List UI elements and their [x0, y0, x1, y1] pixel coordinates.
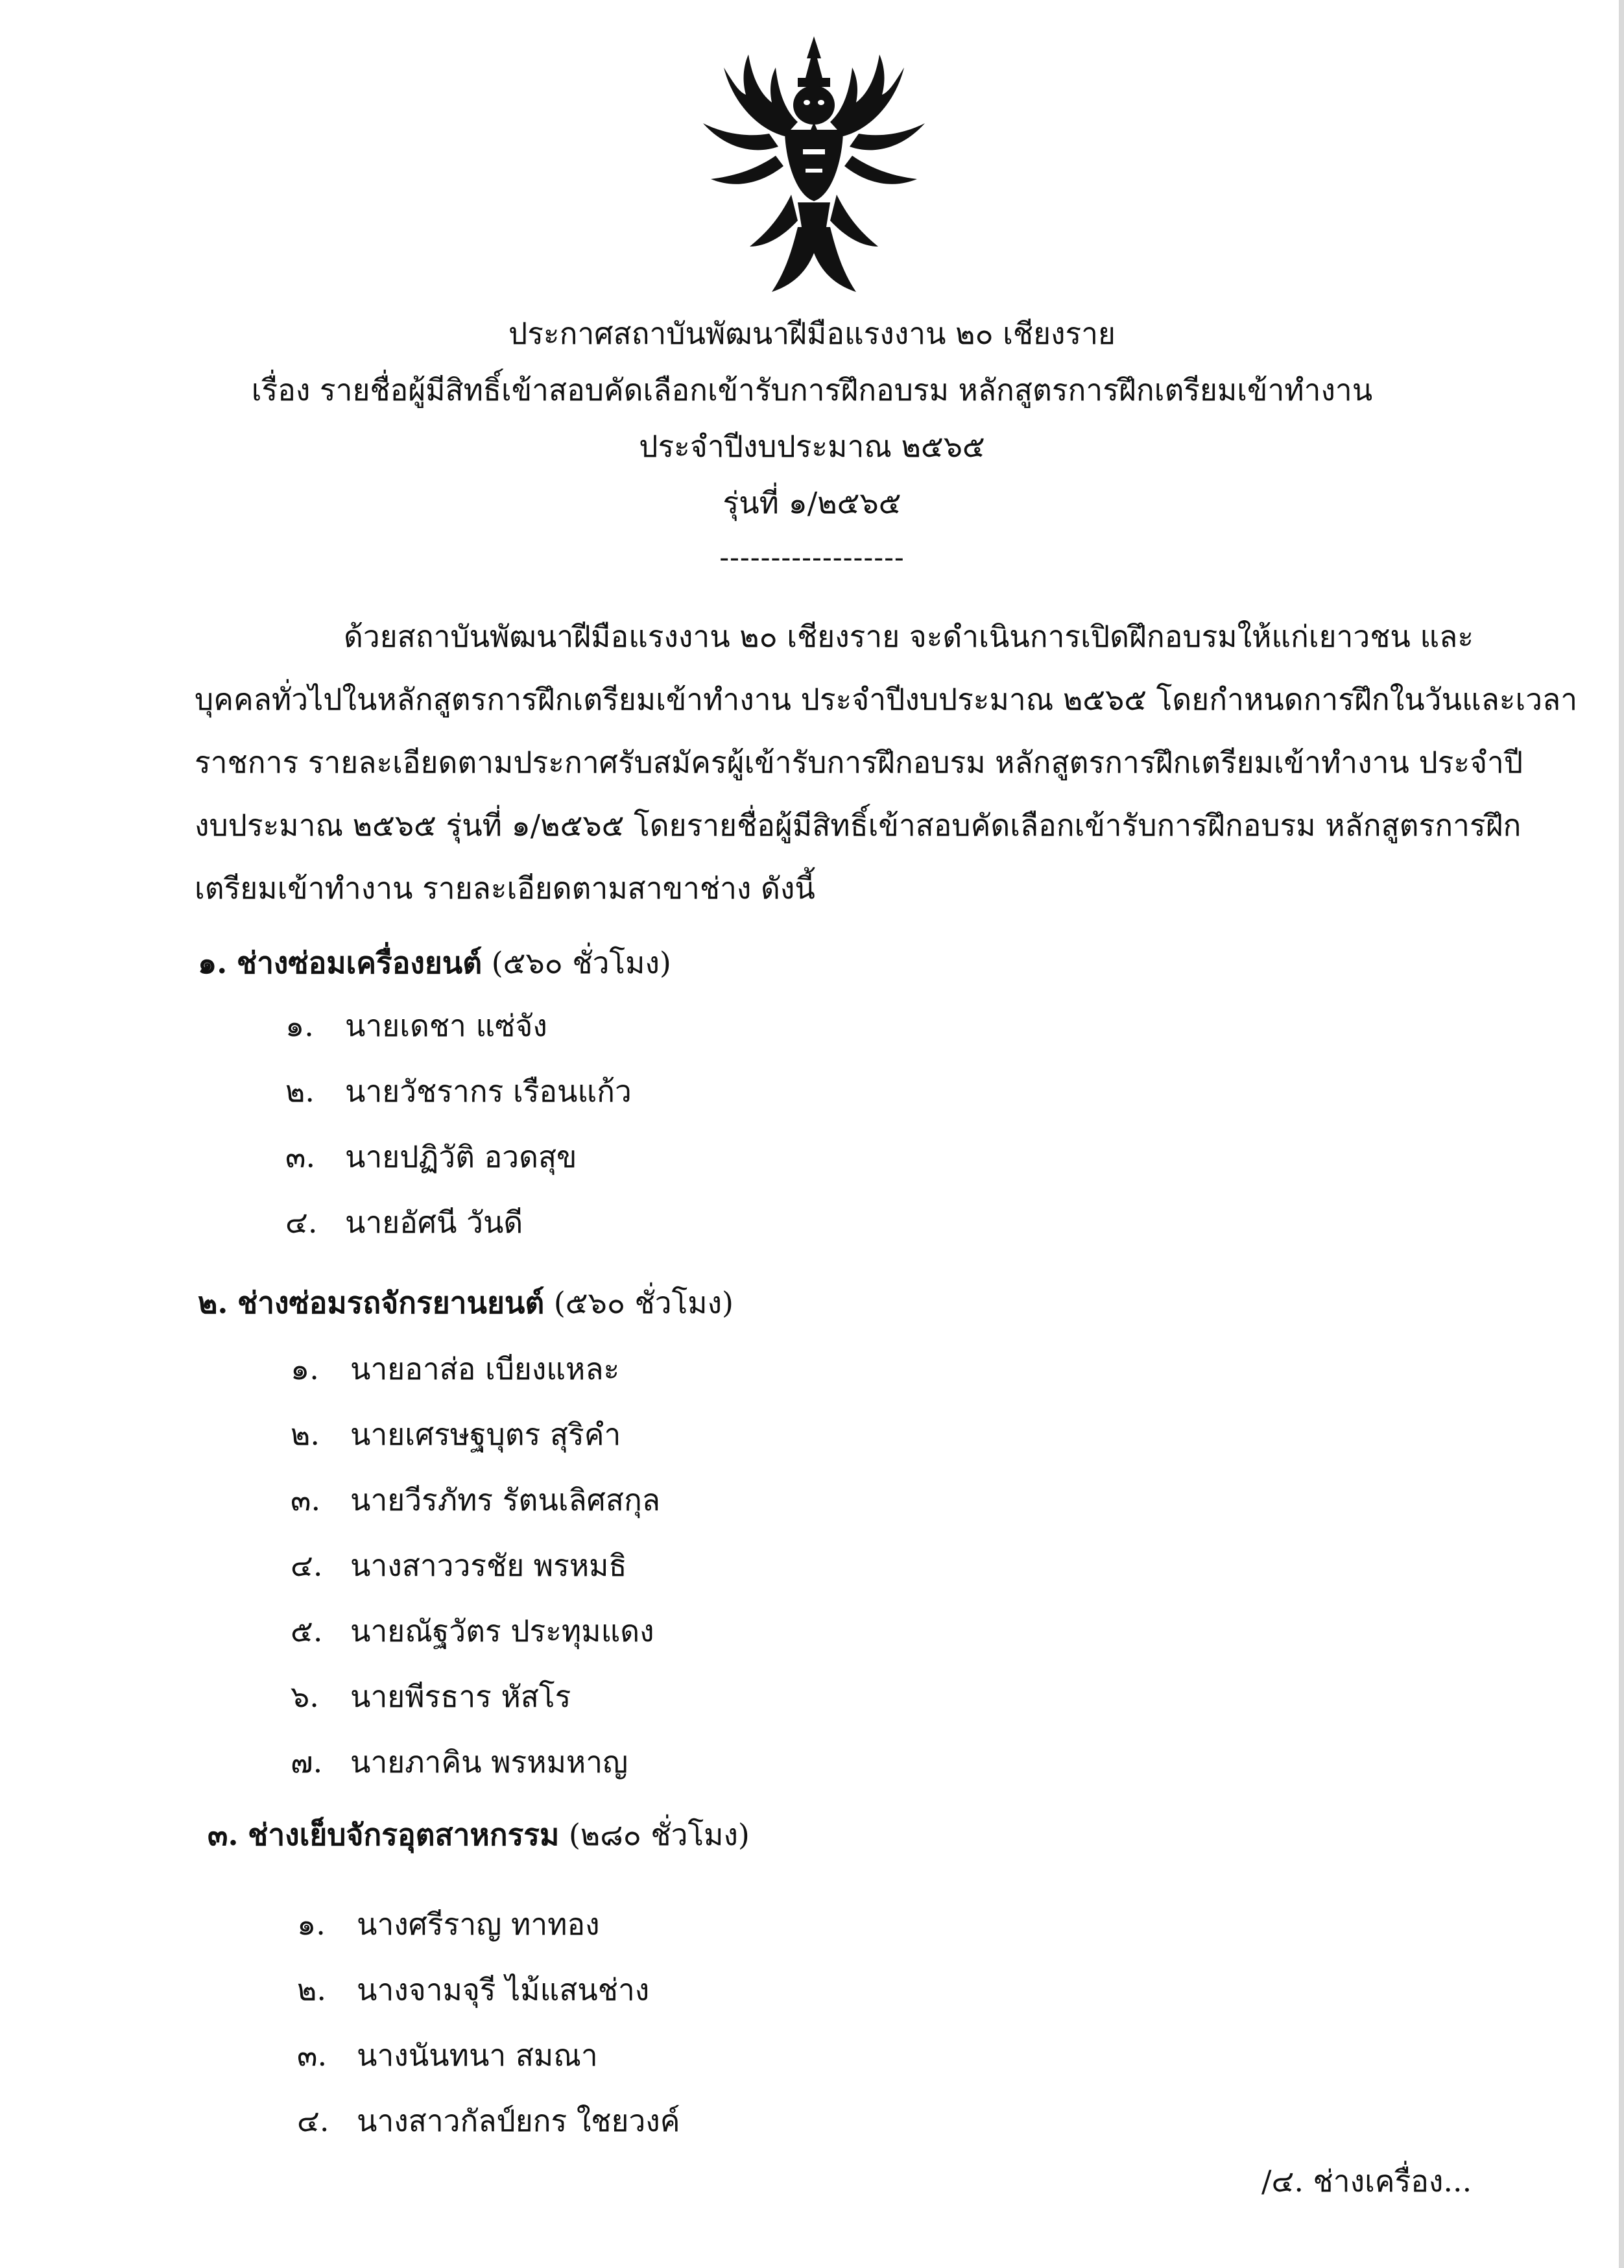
- person-name: นางศรีราญ ทาทอง: [357, 1907, 600, 1942]
- item-number: ๓.: [285, 1139, 316, 1174]
- person-name: นายพีรธาร หัสโร: [350, 1679, 571, 1714]
- page-continuation: /๔. ช่างเครื่อง...: [1261, 2164, 1472, 2199]
- list-item: [285, 1137, 577, 1176]
- paragraph-line: งบประมาณ ๒๕๖๕ รุ่นที่ ๑/๒๕๖๕ โดยรายชื่อผู้มีสิทธิ์เข้าสอบคัดเลือกเข้ารับการฝึกอบรม หลักสูตรการฝึก: [195, 808, 1522, 843]
- paragraph-line: ด้วยสถาบันพัฒนาฝีมือแรงงาน ๒๐ เชียงราย จะดำเนินการเปิดฝึกอบรมให้แก่เยาวชน และ: [344, 619, 1474, 654]
- announcement-title: ประกาศสถาบันพัฒนาฝีมือแรงงาน ๒๐ เชียงราย: [508, 316, 1116, 351]
- item-number: ๔.: [297, 2103, 329, 2138]
- paragraph-line: เตรียมเข้าทำงาน รายละเอียดตามสาขาช่าง ดังนี้: [195, 871, 815, 906]
- list-item: [291, 1611, 654, 1650]
- person-name: นายอาส่อ เบียงแหละ: [350, 1351, 620, 1386]
- item-number: ๕.: [291, 1613, 323, 1648]
- section-number: ๑.: [198, 945, 228, 980]
- section-title-industrial-sewing: [208, 1815, 750, 1854]
- person-name: นายวัชรากร เรือนแก้ว: [345, 1074, 632, 1109]
- batch-number: รุ่นที่ ๑/๒๕๖๕: [722, 485, 902, 520]
- person-name: นายณัฐวัตร ประทุมแดง: [350, 1613, 654, 1648]
- section-hours: (๒๘๐ ชั่วโมง): [568, 1817, 750, 1852]
- item-number: ๔.: [285, 1205, 318, 1240]
- section-number: ๓.: [208, 1817, 239, 1852]
- section-hours: (๕๖๐ ชั่วโมง): [553, 1285, 734, 1320]
- person-name: นางจามจุรี ไม้แสนช่าง: [357, 1972, 650, 2007]
- paragraph-line: บุคคลทั่วไปในหลักสูตรการฝึกเตรียมเข้าทำงาน ประจำปีงบประมาณ ๒๕๖๕ โดยกำหนดการฝึกในวันและเวลา: [195, 682, 1578, 717]
- list-item: [297, 1970, 649, 2009]
- list-item: [297, 2036, 598, 2075]
- list-item: [285, 1203, 523, 1242]
- item-number: ๔.: [291, 1548, 323, 1583]
- item-number: ๖.: [291, 1679, 319, 1714]
- person-name: นางนันทนา สมณา: [357, 2038, 598, 2073]
- item-number: ๗.: [291, 1744, 323, 1779]
- item-number: ๒.: [291, 1417, 320, 1452]
- title-divider: ------------------: [719, 541, 905, 574]
- section-name: ช่างซ่อมรถจักรยานยนต์: [237, 1285, 545, 1320]
- section-hours: (๕๖๐ ชั่วโมง): [491, 945, 671, 980]
- person-name: นายปฏิวัติ อวดสุข: [345, 1139, 577, 1174]
- list-item: [291, 1743, 628, 1781]
- item-number: ๑.: [291, 1351, 319, 1386]
- person-name: นายเดชา แซ่จัง: [345, 1008, 547, 1043]
- list-item: [291, 1677, 571, 1716]
- paragraph-line: ราชการ รายละเอียดตามประกาศรับสมัครผู้เข้ารับการฝึกอบรม หลักสูตรการฝึกเตรียมเข้าทำงาน ประจำปี: [195, 745, 1523, 780]
- item-number: ๓.: [297, 2038, 328, 2073]
- list-item: [291, 1349, 619, 1388]
- list-item: [297, 2101, 680, 2140]
- list-item: [291, 1480, 660, 1519]
- section-number: ๒.: [198, 1285, 228, 1320]
- list-item: [291, 1415, 621, 1454]
- item-number: ๑.: [297, 1907, 326, 1942]
- list-item: [285, 1072, 632, 1111]
- person-name: นายอัศนี วันดี: [345, 1205, 523, 1240]
- person-name: นายวีรภัทร รัตนเลิศสกุล: [350, 1482, 660, 1517]
- item-number: ๒.: [285, 1074, 315, 1109]
- section-title-motorcycle-repair: [198, 1283, 734, 1322]
- announcement-subject: เรื่อง รายชื่อผู้มีสิทธิ์เข้าสอบคัดเลือกเข้ารับการฝึกอบรม หลักสูตรการฝึกเตรียมเข้าทำงาน: [251, 372, 1373, 407]
- section-name: ช่างเย็บจักรอุตสาหกรรม: [248, 1817, 560, 1852]
- item-number: ๑.: [285, 1008, 314, 1043]
- section-title-engine-repair: [198, 943, 671, 982]
- list-item: [297, 1905, 600, 1944]
- person-name: นางสาววรชัย พรหมธิ: [350, 1548, 627, 1583]
- list-item: [291, 1546, 627, 1585]
- item-number: ๓.: [291, 1482, 321, 1517]
- garuda-emblem-icon: [687, 32, 940, 298]
- section-name: ช่างซ่อมเครื่องยนต์: [236, 945, 483, 980]
- fiscal-year: ประจำปีงบประมาณ ๒๕๖๕: [639, 429, 985, 464]
- person-name: นายเศรษฐบุตร สุริคำ: [350, 1417, 621, 1452]
- list-item: [285, 1006, 547, 1045]
- person-name: นางสาวกัลป์ยกร ใชยวงค์: [357, 2103, 680, 2138]
- person-name: นายภาคิน พรหมหาญ: [350, 1744, 628, 1779]
- item-number: ๒.: [297, 1972, 326, 2007]
